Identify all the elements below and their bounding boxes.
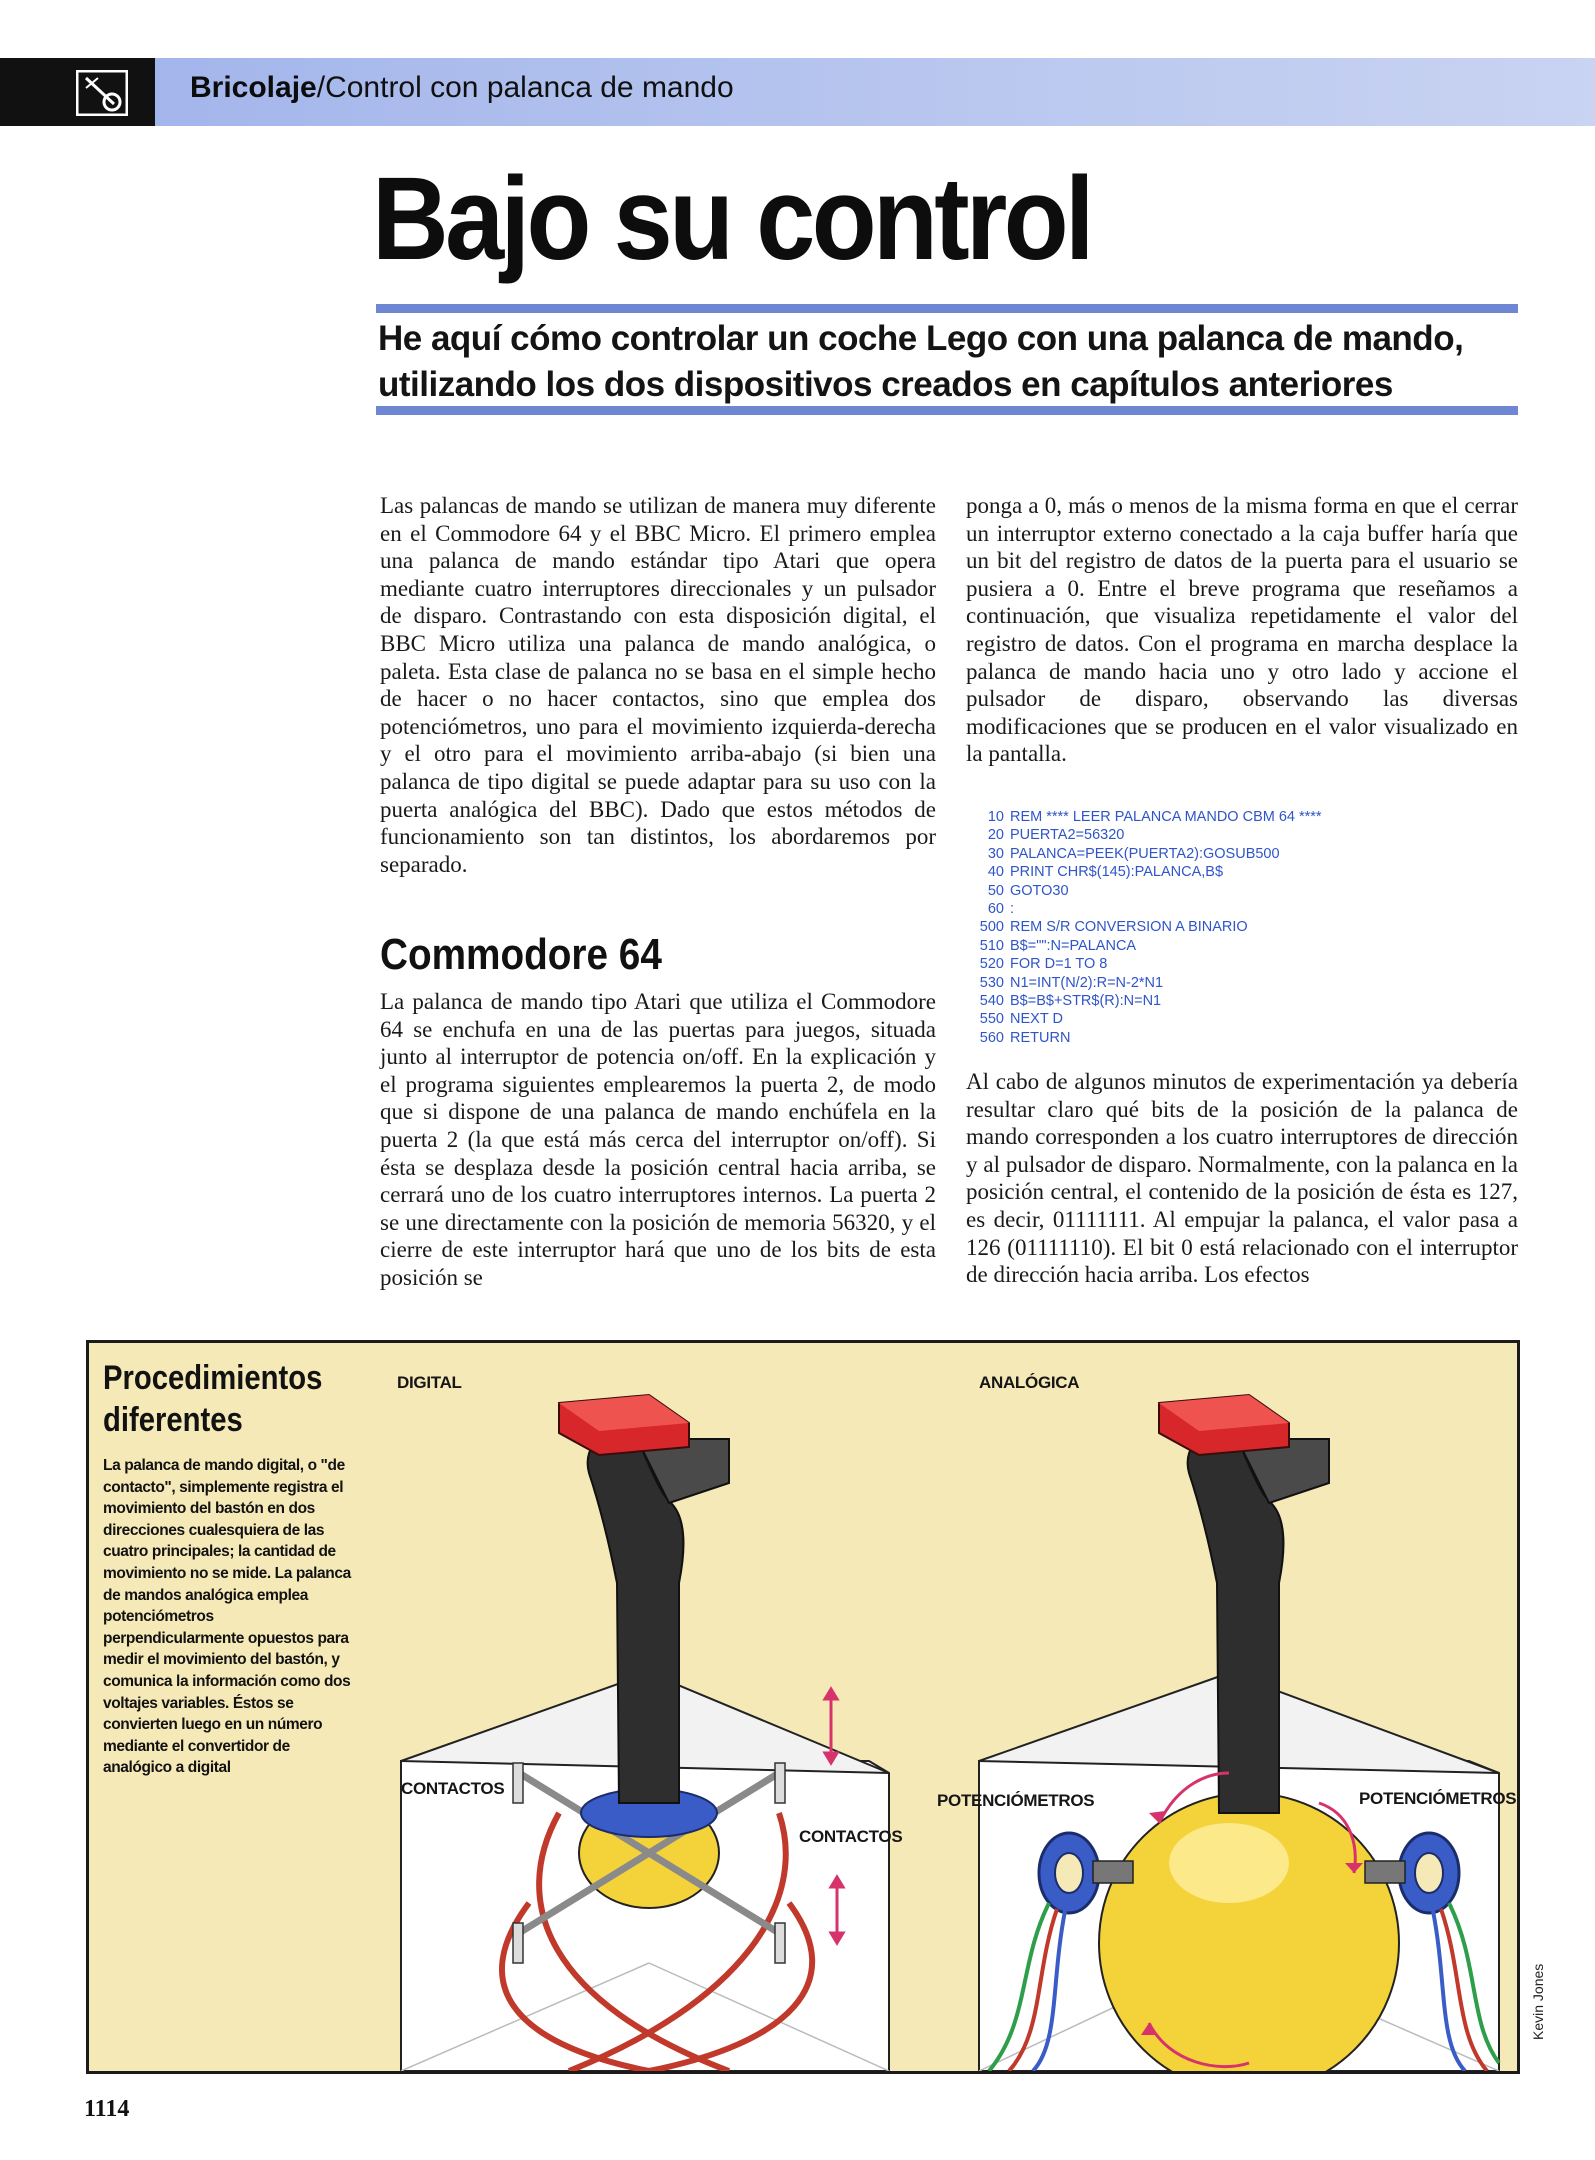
code-line: 540 B$=B$+STR$(R):N=N1 xyxy=(979,993,1162,1010)
figure-heading: Procedimientos diferentes xyxy=(103,1359,323,1439)
code-line: 40 PRINT CHR$(145):PALANCA,B$ xyxy=(987,864,1224,881)
intro-paragraph: Las palancas de mando se utilizan de manera muy diferente en el Commodore 64 y el BBC Micro. El primero emplea una palanca de mando estándar tipo Atari que opera mediante cuatro interruptores direccionales y un pulsador de disparo. Contrastando con esta disposición digital, el BBC Micro utiliza una palanca de mando analógica, o paleta. Esta clase de palanca no se basa en el simple hecho de hacer o no hacer contactos, sino que emplea dos potenciómetros, uno para el movimiento izquierda-derecha y el otro para el movimiento arriba-abajo (si bien una palanca de tipo digital se puede adaptar para su uso con la puerta analógica del BBC). Dado que estos métodos de funcionamiento son tan distintos, los abordaremos por separado. xyxy=(380,493,936,877)
breadcrumb-section: Bricolaje xyxy=(190,71,317,104)
commodore-paragraph: La palanca de mando tipo Atari que utiliza el Commodore 64 se enchufa en una de las puertas para juegos, situada junto al interruptor de potencia on/off. En la explicación y el programa siguientes emplearemos la puerta 2, de modo que si dispone de una palanca de mando enchúfela en la puerta 2 (la que está más cerca del interruptor on/off). Si ésta se desplaza desde la posición central hacia arriba, se cerrará uno de los cuatro interruptores internos. La puerta 2 se une directamente con la posición de memoria 56320, y el cierre de este interruptor hará que uno de los bits de esta posición se xyxy=(380,989,936,1290)
section-logo xyxy=(0,58,155,126)
joystick-icon xyxy=(76,70,128,116)
basic-program-listing xyxy=(968,808,1322,1047)
label-contactos-left: CONTACTOS xyxy=(401,1779,505,1798)
code-line: 510 B$="":N=PALANCA xyxy=(979,937,1137,954)
label-potenciometros-left: POTENCIÓMETROS xyxy=(937,1791,1095,1810)
digital-joystick-drawing xyxy=(401,1395,889,2071)
subtitle-top-rule xyxy=(376,304,1518,313)
column-right-lower xyxy=(966,1068,1518,1289)
page-title: Bajo su control xyxy=(372,153,1091,285)
column-left xyxy=(380,492,936,878)
section-header-band xyxy=(0,58,1595,126)
code-line: 530 N1=INT(N/2):R=N-2*N1 xyxy=(979,974,1164,991)
commodore-heading: Commodore 64 xyxy=(380,930,662,979)
code-line: 520 FOR D=1 TO 8 xyxy=(979,956,1108,973)
breadcrumb-topic: /Control con palanca de mando xyxy=(316,71,734,104)
column-right xyxy=(966,492,1518,768)
label-contactos-right: CONTACTOS xyxy=(799,1827,903,1846)
column-left-lower xyxy=(380,988,936,1292)
label-analog: ANALÓGICA xyxy=(979,1373,1080,1392)
article-subtitle: He aquí cómo controlar un coche Lego con una palanca de mando, utilizando los dos dispositivos creados en capítulos anteriores xyxy=(378,319,1464,404)
page-number: 1114 xyxy=(84,2096,130,2122)
code-line: 550 NEXT D xyxy=(979,1011,1063,1028)
subtitle-bottom-rule xyxy=(376,406,1518,415)
code-line: 30 PALANCA=PEEK(PUERTA2):GOSUB500 xyxy=(987,845,1280,862)
label-digital: DIGITAL xyxy=(397,1373,462,1392)
figure-caption: La palanca de mando digital, o "de contacto", simplemente registra el movimiento del bastón en dos direcciones cualesquiera de las cuatro principales; la cantidad de movimiento no se mide. La palanca de mandos analógica emplea potenciómetros perpendicularmente opuestos para medir el movimiento del bastón, y comunica la información como dos voltajes variables. Éstos se convierten luego en un número mediante el convertidor de analógico a digital xyxy=(103,1457,351,1777)
code-line: 560 RETURN xyxy=(979,1029,1071,1046)
code-line: 20 PUERTA2=56320 xyxy=(987,827,1125,844)
code-line: 500 REM S/R CONVERSION A BINARIO xyxy=(979,919,1248,936)
code-line: 50 GOTO30 xyxy=(987,882,1069,899)
breadcrumb xyxy=(190,71,734,105)
joystick-figure xyxy=(86,1340,1520,2074)
program-intro-paragraph: ponga a 0, más o menos de la misma forma en que el cerrar un interruptor externo conectado a la caja buffer haría que un bit del registro de datos de la puerta para el usuario se pusiera a 0. Entre el breve programa que reseñamos a continuación, que visualiza repetidamente el valor del registro de datos. Con el programa en marcha desplace la palanca de mando hacia uno y otro lado y accione el pulsador de disparo, observando las diversas modificaciones que se producen en el valor visualizado en la pantalla. xyxy=(966,493,1518,767)
code-line: 60 : xyxy=(987,901,1015,918)
code-line: 10 REM **** LEER PALANCA MANDO CBM 64 **** xyxy=(987,809,1322,825)
illustration-credit: Kevin Jones xyxy=(1530,1963,1546,2040)
label-potenciometros-right: POTENCIÓMETROS xyxy=(1359,1789,1517,1808)
analog-joystick-drawing xyxy=(979,1395,1499,2071)
experiment-paragraph: Al cabo de algunos minutos de experimentación ya debería resultar claro qué bits de la posición de la palanca de mando corresponden a los cuatro interruptores de dirección y al pulsador de disparo. Normalmente, con la palanca en la posición central, el contenido de la posición de ésta es 127, es decir, 01111111. Al empujar la palanca, el valor pasa a 126 (01111110). El bit 0 está relacionado con el interruptor de dirección hacia arriba. Los efectos xyxy=(966,1069,1518,1288)
